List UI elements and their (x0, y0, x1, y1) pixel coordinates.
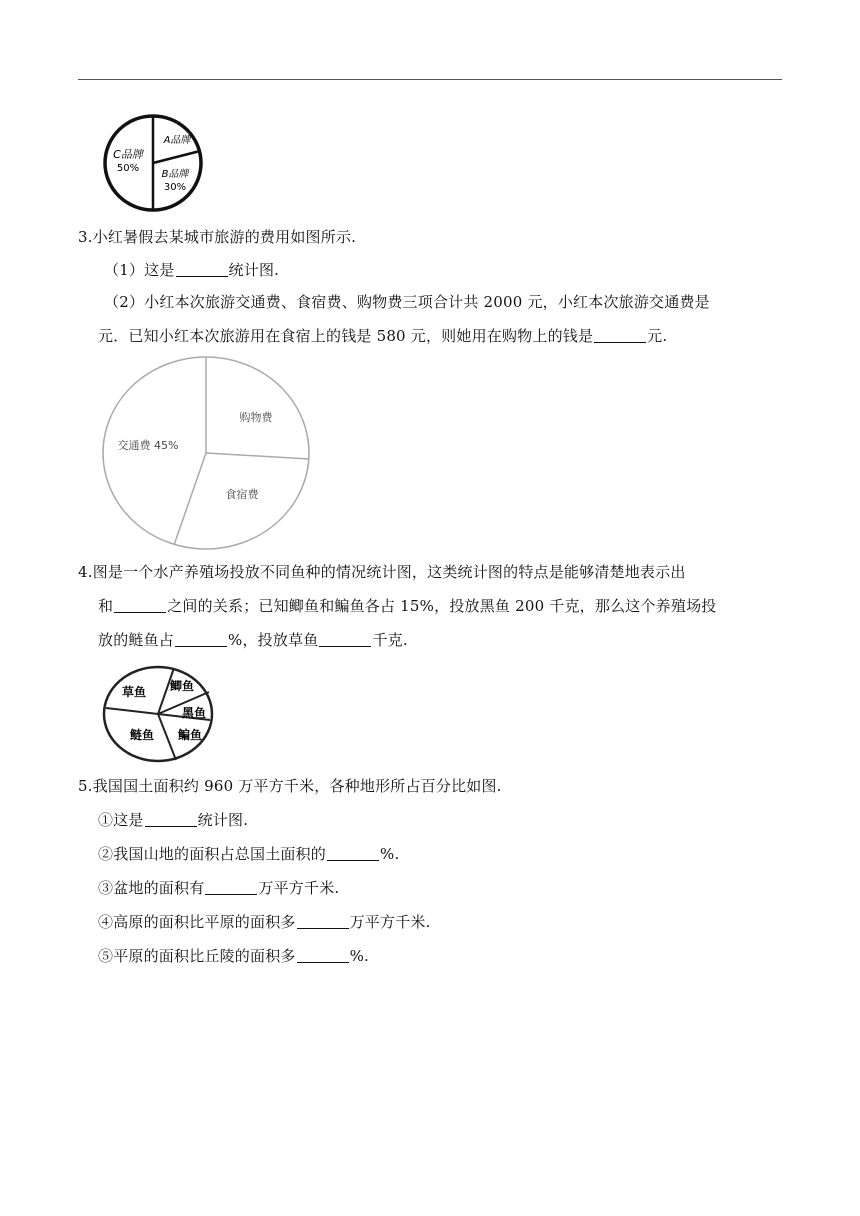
q5-item3-blank[interactable] (205, 879, 257, 895)
q4-line3 (98, 630, 408, 650)
q5-item4-blank[interactable] (297, 913, 349, 929)
fish-pie-chart (100, 662, 216, 766)
q3-part2-blank[interactable] (594, 327, 646, 343)
q3-part2-line2 (98, 326, 667, 346)
q3-part1-text-a: （1）这是 (104, 261, 175, 279)
q5-item5-text-b: %. (349, 947, 370, 965)
q3-part2-text-b: 元. (647, 327, 668, 345)
q4-line2-text-b: 之间的关系；已知鲫鱼和鳊鱼各占 15%，投放黑鱼 200 千克，那么这个养殖场投 (167, 597, 717, 615)
brand-c-pct: 50% (116, 163, 140, 174)
q3-part1 (104, 260, 279, 280)
q5-item2 (98, 844, 399, 864)
lodging-label: 食宿费 (225, 488, 259, 501)
q4-line2 (98, 596, 716, 616)
bream-label: 鳊鱼 (177, 728, 203, 742)
fish-pie-divider-bottom (158, 714, 176, 760)
q4-blank-3[interactable] (319, 631, 371, 647)
snakehead-label: 黑鱼 (181, 706, 207, 720)
q5-item1 (98, 810, 248, 830)
q4-blank-1[interactable] (114, 597, 166, 613)
transport-label: 交通费 45% (117, 439, 179, 452)
q5-item5-blank[interactable] (297, 947, 349, 963)
q4-line3-text-c: 千克. (372, 631, 408, 649)
q4-line3-text-b: %，投放草鱼 (228, 631, 319, 649)
travel-pie-divider-bottom (174, 453, 206, 545)
q5-item4 (98, 912, 431, 932)
q5-item2-text-a: ②我国山地的面积占总国土面积的 (98, 845, 327, 863)
q4-blank-2[interactable] (175, 631, 227, 647)
q5-item3-text-b: 万平方千米. (258, 879, 340, 897)
q4-line3-text-a: 放的鲢鱼占 (98, 631, 175, 649)
q5-stem: 5.我国国土面积约 960 万平方千米，各种地形所占百分比如图. (78, 777, 502, 795)
q5-item5-text-a: ⑤平原的面积比丘陵的面积多 (98, 947, 296, 965)
q5-item3 (98, 878, 339, 898)
crucian-label: 鲫鱼 (169, 679, 195, 693)
brand-b-label: B品牌 (161, 169, 189, 180)
q3-part1-blank[interactable] (176, 261, 228, 277)
brand-c-label: C品牌 (113, 148, 143, 161)
q3-part2-text-a: 元．已知小红本次旅游用在食宿上的钱是 580 元，则她用在购物上的钱是 (98, 327, 594, 345)
header-rule (78, 79, 782, 80)
q5-item3-text-a: ③盆地的面积有 (98, 879, 205, 897)
travel-expense-pie-chart (100, 355, 312, 555)
brand-a-label: A品牌 (163, 135, 191, 146)
grass-carp-label: 草鱼 (121, 685, 147, 699)
shopping-label: 购物费 (239, 411, 273, 424)
q3-part2-line1: （2）小红本次旅游交通费、食宿费、购物费三项合计共 2000 元，小红本次旅游交通费是 (104, 293, 710, 311)
q5-item4-text-b: 万平方千米. (349, 913, 431, 931)
q4-line1: 4.图是一个水产养殖场投放不同鱼种的情况统计图，这类统计图的特点是能够清楚地表示出 (78, 563, 686, 581)
q5-item2-text-b: %. (380, 845, 400, 863)
q3-part1-text-b: 统计图. (228, 261, 280, 279)
q5-item5 (98, 946, 369, 966)
fish-pie-divider-left (106, 708, 158, 714)
q3-stem: 3.小红暑假去某城市旅游的费用如图所示. (78, 228, 357, 246)
q5-item1-text-b: 统计图. (197, 811, 249, 829)
brand-pie-chart (100, 111, 206, 215)
q5-item4-text-a: ④高原的面积比平原的面积多 (98, 913, 296, 931)
travel-pie-divider-right (206, 453, 309, 459)
q4-line2-text-a: 和 (98, 597, 114, 615)
silver-carp-label: 鲢鱼 (129, 728, 155, 742)
q5-item2-blank[interactable] (327, 845, 379, 861)
brand-pie-divider-slant (153, 151, 200, 163)
q5-item1-text-a: ①这是 (98, 811, 144, 829)
q5-item1-blank[interactable] (145, 811, 197, 827)
brand-b-pct: 30% (163, 182, 187, 193)
